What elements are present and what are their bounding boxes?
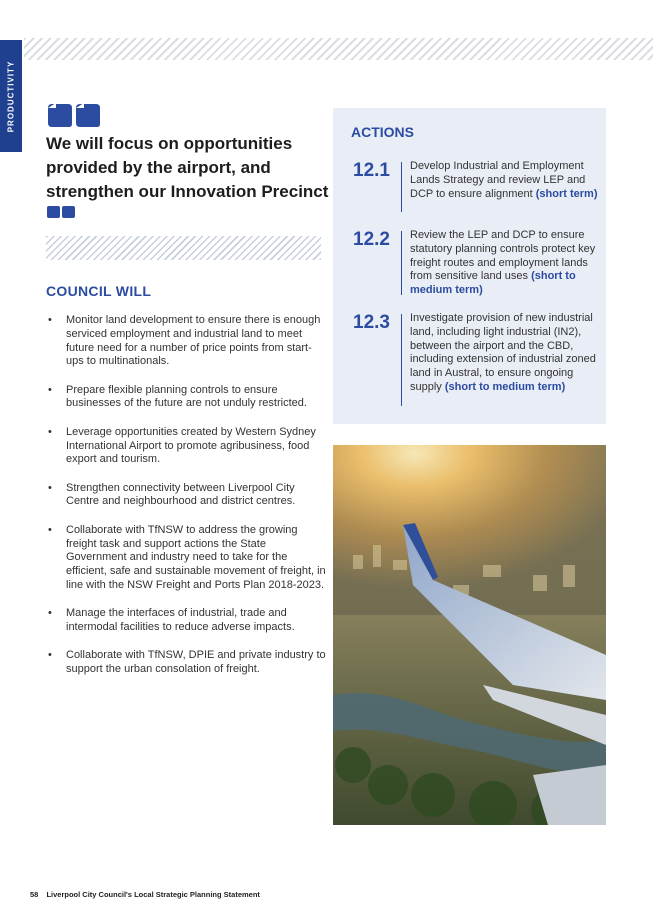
actions-panel (333, 108, 606, 424)
list-item: • Prepare flexible planning controls to ensure businesses of the future are not unduly restricted. (46, 384, 326, 412)
list-item: • Collaborate with TfNSW to address the growing freight task and support actions the State Government and industry need to take for the efficient, safe and sustainable movement of freight, in line with the NSW Freight and Ports Plan 2018-2023. (46, 524, 326, 593)
list-item: • Leverage opportunities created by Western Sydney International Airport to promote agribusiness, food export and tourism. (46, 426, 326, 467)
action-number: 12.2 (353, 229, 390, 250)
action-divider (401, 231, 402, 295)
quote-open-icon (46, 102, 102, 128)
list-item: • Monitor land development to ensure there is enough serviced employment and industrial land to meet future need for a number of price points from start-ups to multinationals. (46, 314, 326, 369)
action-term: (short to medium term) (444, 380, 566, 393)
action-number: 12.1 (353, 160, 390, 181)
action-term: (short to medium term) (410, 270, 576, 297)
section-tab (0, 40, 22, 152)
action-divider (401, 162, 402, 212)
council-will-list (46, 314, 326, 691)
council-will-title: COUNCIL WILL (46, 283, 152, 299)
list-item: • Collaborate with TfNSW, DPIE and private industry to support the urban consolation of freight. (46, 649, 326, 677)
page-number: 58 (30, 890, 39, 899)
list-item: • Manage the interfaces of industrial, trade and intermodal facilities to reduce adverse impacts. (46, 607, 326, 635)
quote-close-icon (46, 205, 76, 219)
action-number: 12.3 (353, 312, 390, 333)
decorative-hatch-band (24, 38, 653, 60)
action-text: Review the LEP and DCP to ensure statutory planning controls protect key freight routes and employment lands from sensitive land uses (short to medium term) (410, 229, 596, 297)
action-text: Develop Industrial and Employment Lands Strategy and review LEP and DCP to ensure alignment (short term) (410, 160, 598, 200)
decorative-hatch-divider (46, 236, 321, 260)
actions-title: ACTIONS (351, 124, 414, 140)
aerial-airplane-photo (333, 445, 606, 825)
page-footer (30, 890, 260, 899)
action-term: (short term) (535, 187, 598, 200)
list-item: • Strengthen connectivity between Liverpool City Centre and neighbourhood and district centres. (46, 482, 326, 510)
action-divider (401, 314, 402, 406)
section-tab-label: PRODUCTIVITY (6, 60, 16, 132)
action-text: Investigate provision of new industrial land, including light industrial (IN2), between the airport and the CBD, including extension of industrial zoned land in Austral, to ensure ongoing supply (short to medium term) (410, 312, 596, 393)
page-heading: We will focus on opportunities provided by the airport, and strengthen our Innovation Precinct (46, 134, 329, 201)
document-title: Liverpool City Council's Local Strategic Planning Statement (46, 890, 260, 899)
